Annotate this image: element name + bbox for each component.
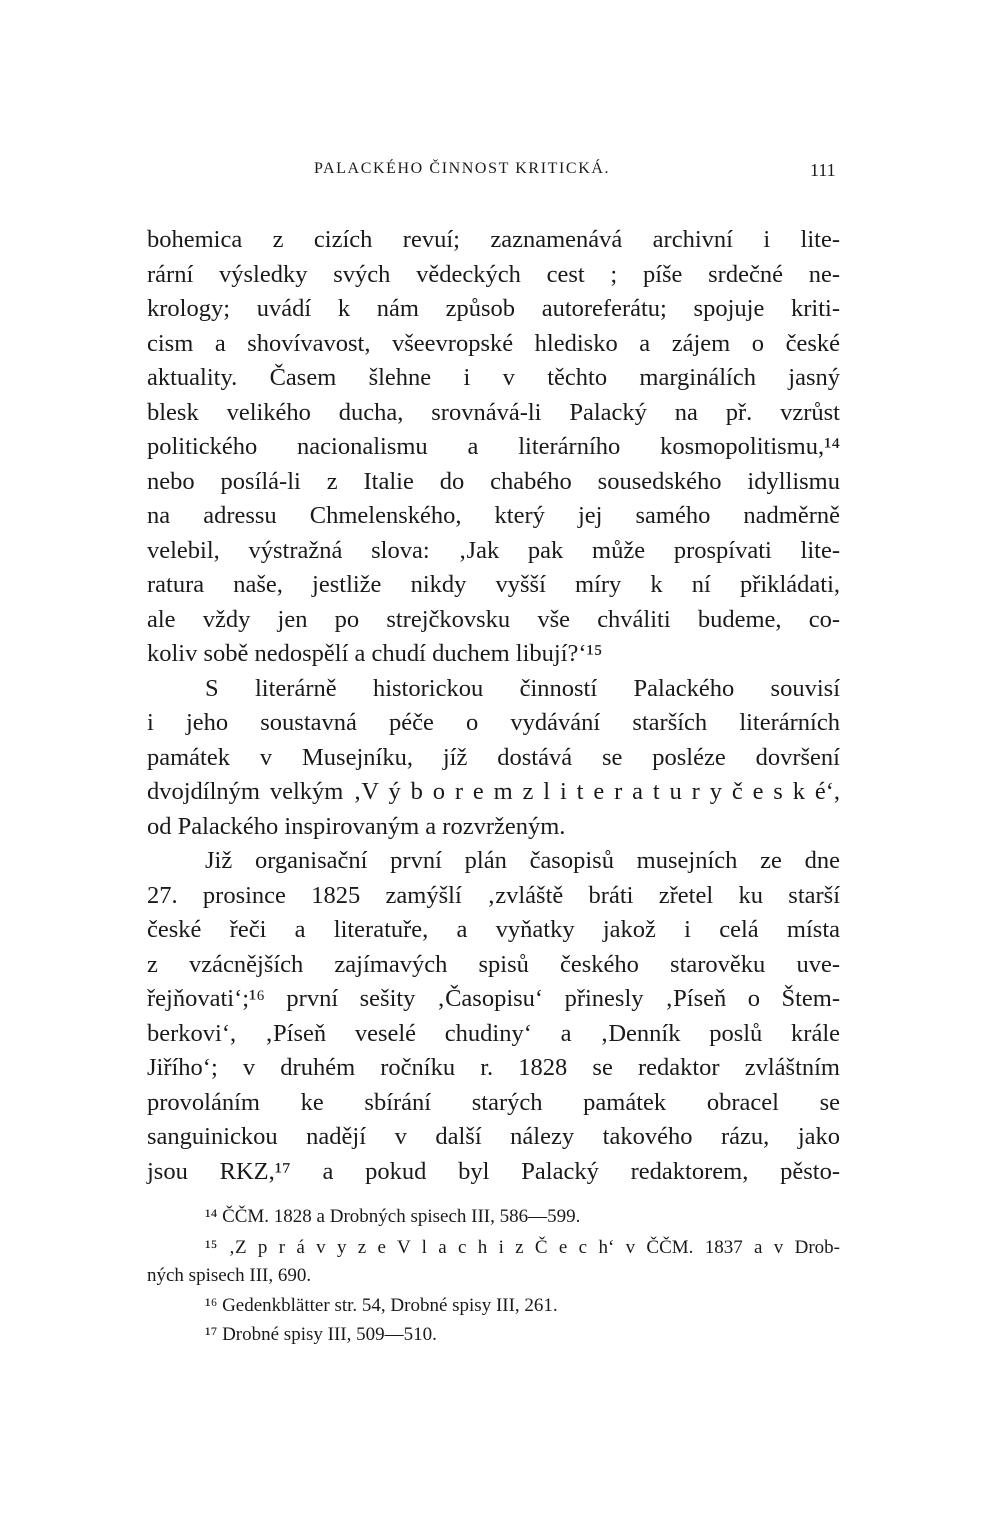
text-line: sanguinickou nadějí v další nálezy takového rázu, jako (147, 1123, 840, 1150)
footnote-16: ¹⁶ Gedenkblätter str. 54, Drobné spisy III, 261. (205, 1295, 558, 1316)
text-line: 27. prosince 1825 zamýšlí ‚zvláště bráti zřetel ku starší (147, 882, 840, 909)
text-line: velebil, výstražná slova: ‚Jak pak může prospívati lite- (147, 537, 840, 564)
text-line: Již organisační první plán časopisů musejních ze dne (205, 847, 840, 874)
text-line: ale vždy jen po strejčkovsku vše chváliti budeme, co- (147, 606, 840, 633)
text-line: krology; uvádí k nám způsob autoreferátu; spojuje kriti- (147, 295, 840, 322)
text-line: ratura naše, jestliže nikdy vyšší míry k ní přikládati, (147, 571, 840, 598)
text-line: S literárně historickou činností Palackého souvisí (205, 675, 840, 702)
text-line: z vzácnějších zajímavých spisů českého starověku uve- (147, 951, 840, 978)
text-line: na adressu Chmelenského, který jej samého nadměrně (147, 502, 840, 529)
text-line: aktuality. Časem šlehne i v těchto marginálích jasný (147, 364, 840, 391)
text-line: blesk velikého ducha, srovnává-li Palacký na př. vzrůst (147, 399, 840, 426)
footnote-14: ¹⁴ ČČM. 1828 a Drobných spisech III, 586—599. (205, 1206, 581, 1227)
text-line: jsou RKZ,¹⁷ a pokud byl Palacký redaktorem, pěsto- (147, 1158, 840, 1185)
text-line: nebo posílá-li z Italie do chabého sousedského idyllismu (147, 468, 840, 495)
text-line: dvojdílným velkým ‚V ý b o r e m z l i t e r a t u r y č e s k é‘, (147, 778, 840, 805)
text-line: berkovi‘, ‚Píseň veselé chudiny‘ a ‚Denník poslů krále (147, 1020, 840, 1047)
page-number: 111 (810, 160, 836, 180)
text-line: politického nacionalismu a literárního kosmopolitismu,¹⁴ (147, 433, 840, 460)
text-line: Jiřího‘; v druhém ročníku r. 1828 se redaktor zvláštním (147, 1054, 840, 1081)
footnote-17: ¹⁷ Drobné spisy III, 509—510. (205, 1324, 437, 1345)
text-line: památek v Musejníku, jíž dostává se posléze dovršení (147, 744, 840, 771)
text-line: cism a shovívavost, všeevropské hledisko a zájem o české (147, 330, 840, 357)
text-line: rární výsledky svých vědeckých cest ; píše srdečné ne- (147, 261, 840, 288)
text-line: i jeho soustavná péče o vydávání starších literárních (147, 709, 840, 736)
footnote-15-cont: ných spisech III, 690. (147, 1265, 312, 1286)
footnote-15: ¹⁵ ‚Z p r á v y z e V l a c h i z Č e c h‘ v ČČM. 1837 a v Drob- (205, 1237, 840, 1258)
text-line: bohemica z cizích revuí; zaznamenává archivní i lite- (147, 226, 840, 253)
text-line: české řeči a literatuře, a vyňatky jakož i celá místa (147, 916, 840, 943)
running-head: PALACKÉHO ČINNOST KRITICKÁ. (314, 160, 611, 177)
text-line: řejňovati‘;¹⁶ první sešity ‚Časopisu‘ přinesly ‚Píseň o Štem- (147, 985, 840, 1012)
text-line: koliv sobě nedospělí a chudí duchem libují?‘¹⁵ (147, 640, 603, 667)
text-line: od Palackého inspirovaným a rozvrženým. (147, 813, 566, 840)
text-line: provoláním ke sbírání starých památek obracel se (147, 1089, 840, 1116)
